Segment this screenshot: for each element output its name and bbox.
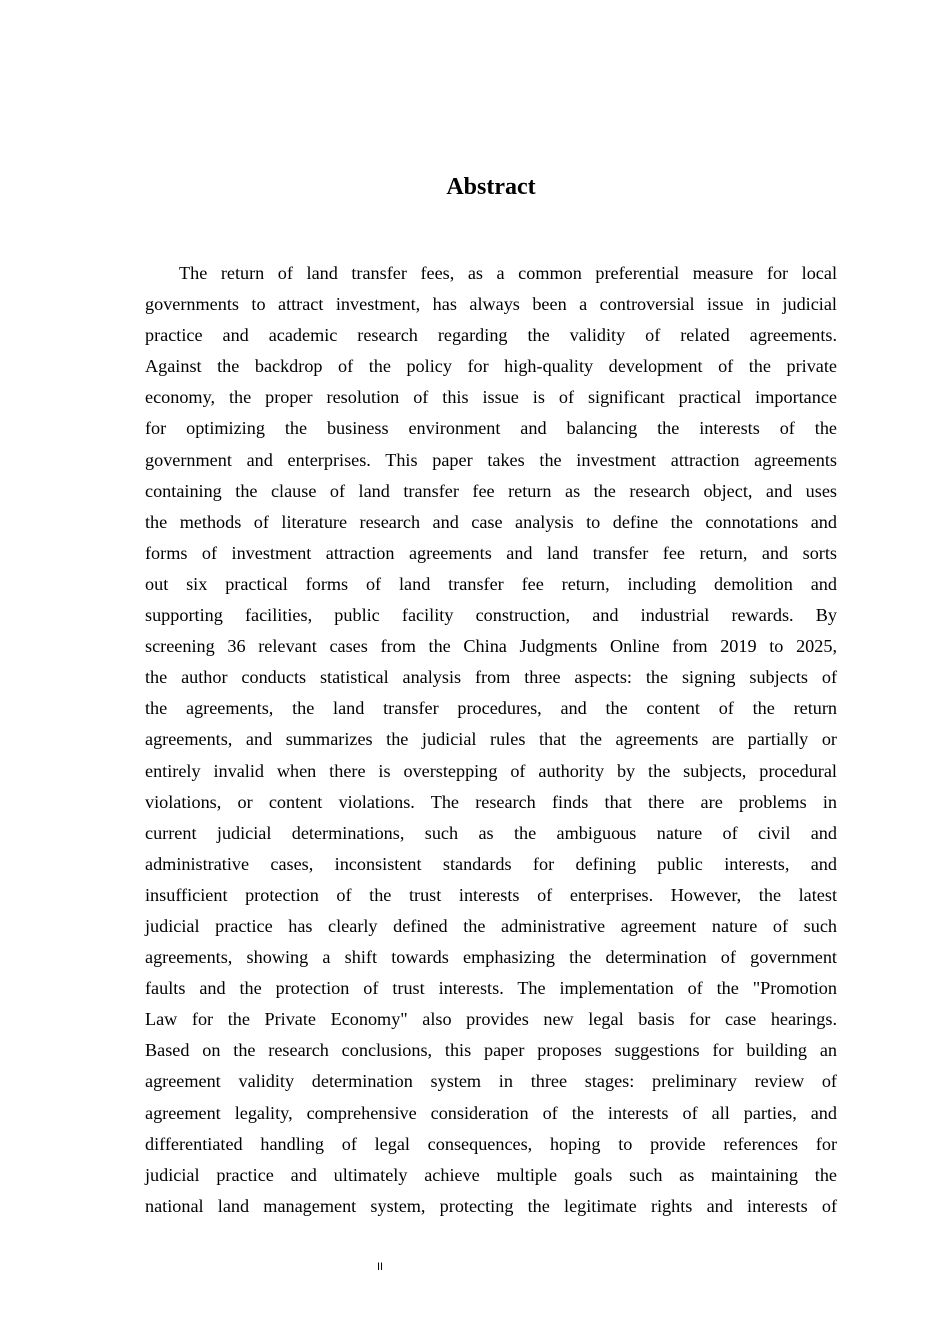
- abstract-line: agreements, showing a shift towards emphasizing the determination of government: [145, 947, 837, 968]
- abstract-line: Based on the research conclusions, this paper proposes suggestions for building an: [145, 1040, 837, 1061]
- abstract-line: current judicial determinations, such as the ambiguous nature of civil and: [145, 822, 837, 843]
- abstract-title: Abstract: [446, 174, 536, 200]
- abstract-line: agreement validity determination system in three stages: preliminary review of: [145, 1071, 837, 1092]
- abstract-line: the agreements, the land transfer procedures, and the content of the return: [145, 698, 837, 719]
- abstract-line: Against the backdrop of the policy for high-quality development of the private: [145, 356, 837, 377]
- abstract-line: out six practical forms of land transfer fee return, including demolition and: [145, 573, 837, 594]
- abstract-body: [145, 258, 837, 1222]
- abstract-line: national land management system, protecting the legitimate rights and interests of: [145, 1195, 837, 1216]
- abstract-line: the author conducts statistical analysis from three aspects: the signing subjects of: [145, 667, 837, 688]
- abstract-line: faults and the protection of trust interests. The implementation of the "Promotion: [145, 978, 837, 999]
- abstract-line: administrative cases, inconsistent standards for defining public interests, and: [145, 853, 837, 874]
- abstract-line: Law for the Private Economy" also provides new legal basis for case hearings.: [145, 1009, 837, 1030]
- page-number: II: [376, 1261, 384, 1273]
- abstract-line: agreement legality, comprehensive consideration of the interests of all parties, and: [145, 1102, 837, 1123]
- abstract-line: violations, or content violations. The research finds that there are problems in: [145, 791, 837, 812]
- abstract-line: governments to attract investment, has always been a controversial issue in judicial: [145, 294, 837, 315]
- abstract-line: judicial practice has clearly defined the administrative agreement nature of such: [145, 915, 837, 936]
- abstract-line: The return of land transfer fees, as a common preferential measure for local: [179, 263, 837, 283]
- abstract-line: insufficient protection of the trust interests of enterprises. However, the latest: [145, 884, 837, 905]
- abstract-line: government and enterprises. This paper takes the investment attraction agreements: [145, 449, 837, 470]
- abstract-line: entirely invalid when there is overstepping of authority by the subjects, procedural: [145, 760, 837, 781]
- abstract-line: agreements, and summarizes the judicial rules that the agreements are partially or: [145, 729, 837, 750]
- abstract-line: the methods of literature research and case analysis to define the connotations and: [145, 511, 837, 532]
- abstract-line: differentiated handling of legal consequences, hoping to provide references for: [145, 1133, 837, 1154]
- abstract-line: screening 36 relevant cases from the China Judgments Online from 2019 to 2025,: [145, 636, 837, 657]
- abstract-line: practice and academic research regarding the validity of related agreements.: [145, 325, 837, 346]
- abstract-line: judicial practice and ultimately achieve multiple goals such as maintaining the: [145, 1164, 837, 1185]
- abstract-line: economy, the proper resolution of this issue is of significant practical importance: [145, 387, 837, 408]
- abstract-line: for optimizing the business environment and balancing the interests of the: [145, 418, 837, 439]
- abstract-line: supporting facilities, public facility construction, and industrial rewards. By: [145, 605, 837, 626]
- abstract-line: forms of investment attraction agreements and land transfer fee return, and sorts: [145, 542, 837, 563]
- abstract-line: containing the clause of land transfer fee return as the research object, and uses: [145, 480, 837, 501]
